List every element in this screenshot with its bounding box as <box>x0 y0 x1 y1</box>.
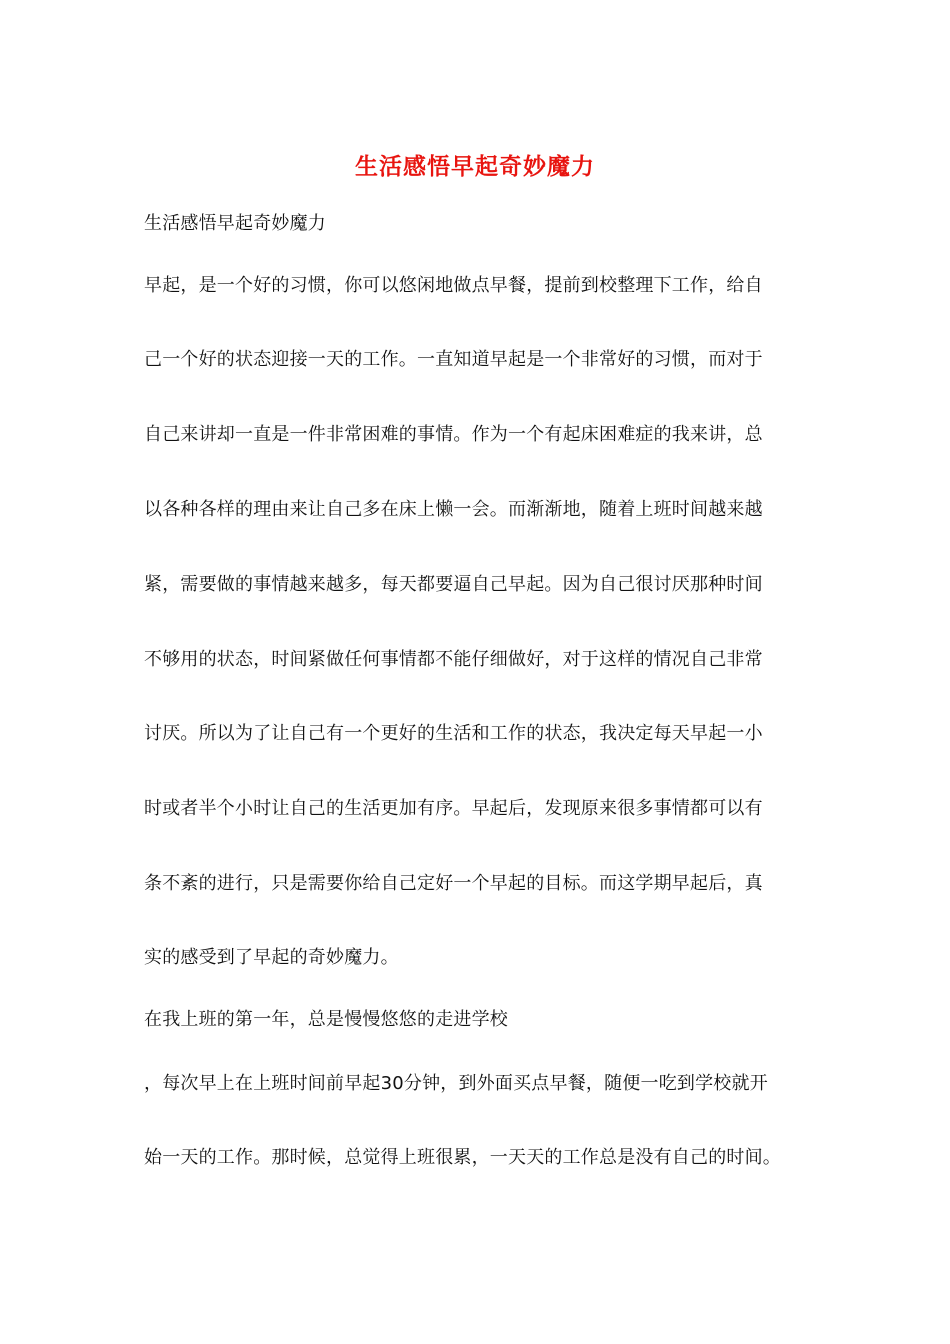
paragraph-line: 自己来讲却一直是一件非常困难的事情。作为一个有起床困难症的我来讲，总 <box>144 424 763 445</box>
paragraph-line: 讨厌。所以为了让自己有一个更好的生活和工作的状态，我决定每天早起一小 <box>144 723 763 744</box>
paragraph-line: 以各种各样的理由来让自己多在床上懒一会。而渐渐地，随着上班时间越来越 <box>144 499 763 520</box>
paragraph-line: 实的感受到了早起的奇妙魔力。 <box>144 947 399 968</box>
paragraph-line: 始一天的工作。那时候，总觉得上班很累，一天天的工作总是没有自己的时间。 <box>144 1147 781 1168</box>
paragraph-line: 不够用的状态，时间紧做任何事情都不能仔细做好，对于这样的情况自己非常 <box>144 649 763 670</box>
paragraph-line: 早起，是一个好的习惯，你可以悠闲地做点早餐，提前到校整理下工作，给自 <box>144 275 763 296</box>
subtitle-line: 生活感悟早起奇妙魔力 <box>144 213 326 234</box>
paragraph-line: 紧，需要做的事情越来越多，每天都要逼自己早起。因为自己很讨厌那种时间 <box>144 574 763 595</box>
paragraph-line: 条不紊的进行，只是需要你给自己定好一个早起的目标。而这学期早起后，真 <box>144 873 763 894</box>
paragraph-line: 时或者半个小时让自己的生活更加有序。早起后，发现原来很多事情都可以有 <box>144 798 763 819</box>
paragraph-line: 己一个好的状态迎接一天的工作。一直知道早起是一个非常好的习惯，而对于 <box>144 349 763 370</box>
document-title: 生活感悟早起奇妙魔力 <box>355 153 595 180</box>
paragraph-line: 在我上班的第一年，总是慢慢悠悠的走进学校 <box>144 1009 508 1030</box>
paragraph-line: ，每次早上在上班时间前早起30分钟，到外面买点早餐，随便一吃到学校就开 <box>144 1073 768 1094</box>
